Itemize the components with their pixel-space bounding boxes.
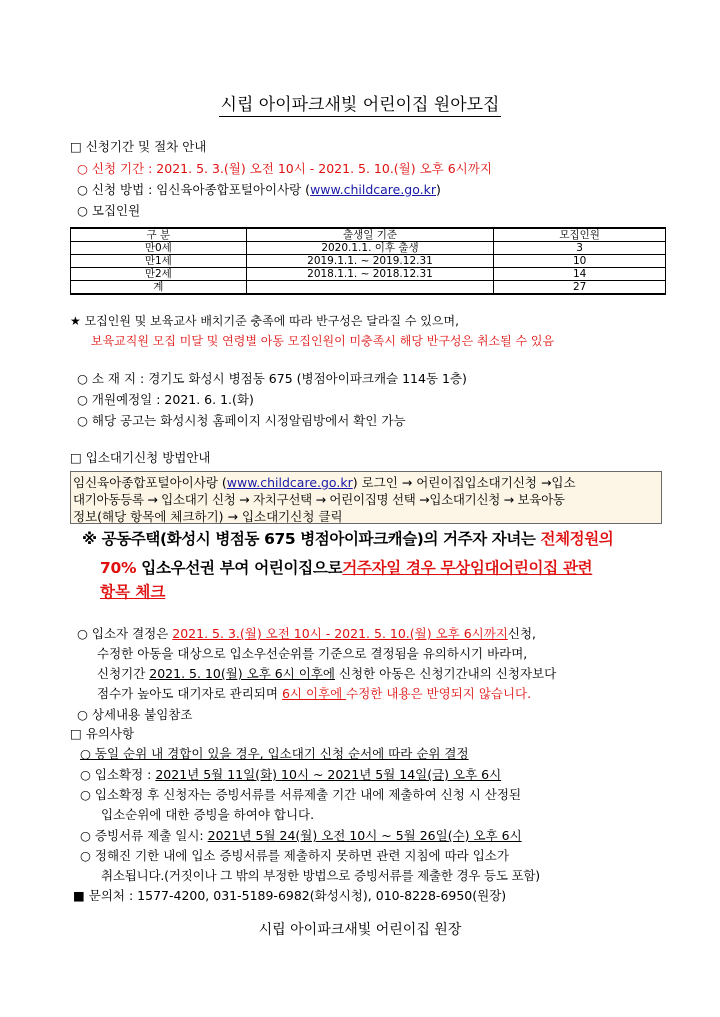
section-heading-caution: □ 유의사항 [70,726,135,741]
table-cell: 계 [71,281,247,295]
table-row [71,255,666,268]
table-cell: 2018.1.1. ~ 2018.12.31 [246,268,494,281]
recruit-table [70,227,666,295]
table-header-cell: 구 분 [71,228,247,242]
table-cell: 14 [494,268,666,281]
caution-item-3a: ○ 입소확정 후 신청자는 증빙서류를 서류제출 기간 내에 제출하여 신청 시 산정된 [80,787,522,802]
notice: ○ 해당 공고는 화성시청 홈페이지 시정알림방에서 확인 가능 [77,413,406,428]
decision-line-3: 신청기간 2021. 5. 10(월) 오후 6시 이후에 신청한 아동은 신청기간내의 신청자보다 [97,666,557,681]
table-cell: 2019.1.1. ~ 2019.12.31 [246,255,494,268]
table-row [71,268,666,281]
apply-steps-line-1: 임신육아종합포털아이사랑 (www.childcare.go.kr) 로그인 → 어린이집입소대기신청 →입소 [73,475,576,490]
apply-period: ○ 신청 기간 : 2021. 5. 3.(월) 오전 10시 - 2021. 5. 10.(월) 오후 6시까지 [77,161,492,176]
decision-line-1: ○ 입소자 결정은 2021. 5. 3.(월) 오전 10시 - 2021. 5. 10.(월) 오후 6시까지신청, [77,626,536,641]
apply-method: ○ 신청 방법 : 임신육아종합포털아이사랑 (www.childcare.go.kr) [77,182,441,197]
caution-item-2: ○ 입소확정 : 2021년 5월 11일(화) 10시 ~ 2021년 5월 14일(금) 오후 6시 [80,767,502,782]
address: ○ 소 재 지 : 경기도 화성시 병점동 675 (병점아이파크캐슬 114동 1층) [77,371,467,386]
table-row [71,242,666,255]
apply-steps-box [70,471,662,524]
caution-item-5b: 취소됩니다.(거짓이나 그 밖의 부정한 방법으로 증빙서류를 제출한 경우 등도 포함) [101,868,540,883]
table-cell: 10 [494,255,666,268]
decision-line-4: 점수가 높아도 대기자로 관리되며 6시 이후에 수정한 내용은 반영되지 않습니다. [97,686,532,701]
decision-line-2: 수정한 아동을 대상으로 입소우선순위를 기준으로 결정됨을 유의하시기 바라며, [97,646,528,661]
table-row-total [71,281,666,295]
priority-line-1: ※ 공동주택(화성시 병점동 675 병점아이파크캐슬)의 거주자 자녀는 전체정원의 [82,530,614,548]
section-heading-period: □ 신청기간 및 절차 안내 [70,139,207,154]
page-title-text: 시립 아이파크새빛 어린이집 원아모집 [220,95,500,115]
table-cell: 만0세 [71,242,247,255]
table-cell: 만1세 [71,255,247,268]
priority-line-2: 70% 입소우선권 부여 어린이집으로거주자일 경우 무상임대어린이집 관련 [100,559,593,577]
detail-note: ○ 상세내용 붙임참조 [77,707,193,722]
apply-steps-line-3: 정보(해당 항목에 체크하기) → 입소대기신청 클릭 [73,509,343,524]
table-cell: 27 [494,281,666,295]
table-header-cell: 모집인원 [494,228,666,242]
table-header-cell: 출생일 기준 [246,228,494,242]
table-cell [246,281,494,295]
recruit-label: ○ 모집인원 [77,203,141,218]
table-cell: 만2세 [71,268,247,281]
note-line-1: ★ 모집인원 및 보육교사 배치기준 충족에 따라 반구성은 달라질 수 있으며, [70,314,459,328]
caution-item-1: ○ 동일 순위 내 경합이 있을 경우, 입소대기 신청 순서에 따라 순위 결정 [80,746,469,761]
open-date: ○ 개원예정일 : 2021. 6. 1.(화) [77,392,254,407]
caution-item-4: ○ 증빙서류 제출 일시: 2021년 5월 24(월) 오전 10시 ~ 5월 26일(수) 오후 6시 [80,828,522,843]
section-heading-apply: □ 입소대기신청 방법안내 [70,450,211,465]
table-header-row [71,228,666,242]
caution-item-3b: 입소순위에 대한 증빙을 하여야 합니다. [101,807,315,822]
page-title [0,94,720,116]
table-cell: 3 [494,242,666,255]
table-cell: 2020.1.1. 이후 출생 [246,242,494,255]
note-line-2: 보육교직원 모집 미달 및 연령별 아동 모집인원이 미충족시 해당 반구성은 취소될 수 있음 [91,334,555,348]
contact-info: ■ 문의처 : 1577-4200, 031-5189-6982(화성시청), 010-8228-6950(원장) [73,888,507,903]
priority-line-3: 항목 체크 [100,583,166,601]
footer-signature: 시립 아이파크새빛 어린이집 원장 [258,922,462,938]
caution-item-5a: ○ 정해진 기한 내에 입소 증빙서류를 제출하지 못하면 관련 지침에 따라 입소가 [80,848,509,863]
apply-steps-line-2: 대기아동등록 → 입소대기 신청 → 자치구선택 → 어린이집명 선택 →입소대기신청 → 보육아동 [73,492,565,507]
childcare-link-2[interactable]: www.childcare.go.kr [226,475,353,490]
childcare-link[interactable]: www.childcare.go.kr [310,182,437,197]
